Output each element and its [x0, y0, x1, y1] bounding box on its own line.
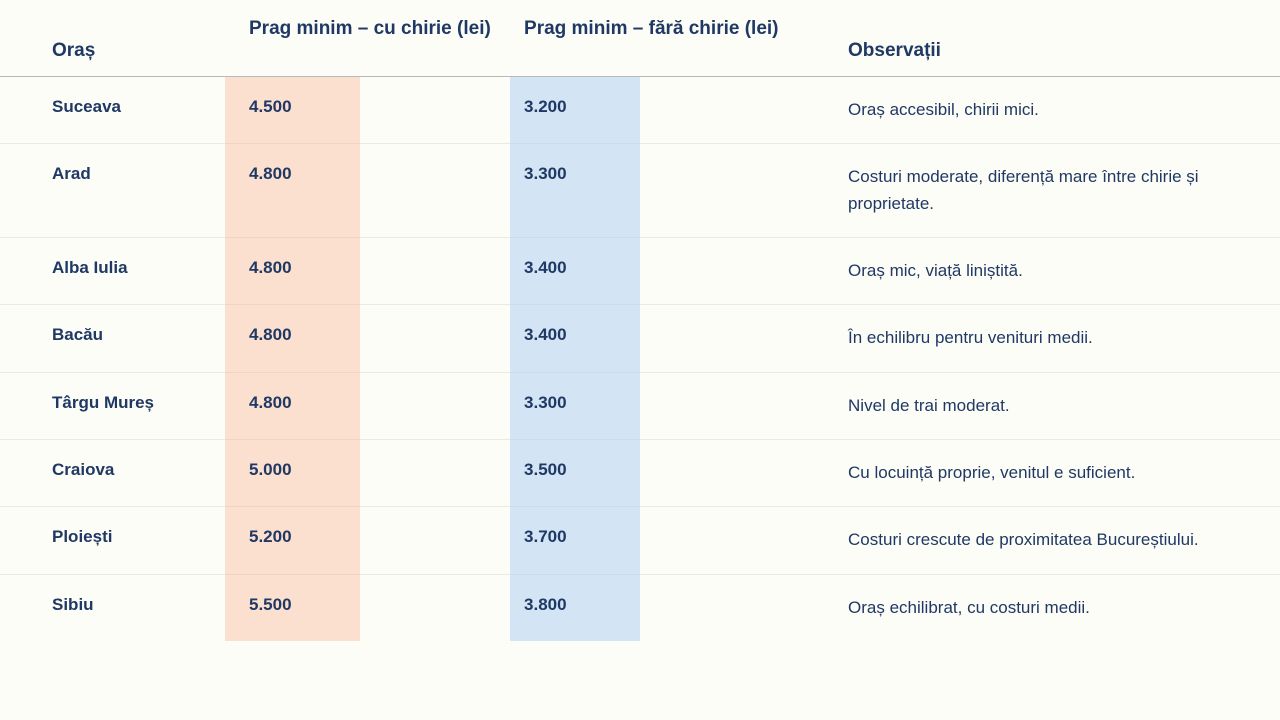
cell-city: Alba Iulia: [0, 238, 225, 305]
cell-spacer: [360, 372, 510, 439]
cell-rent: 4.800: [225, 238, 360, 305]
cell-rent: 4.800: [225, 372, 360, 439]
cell-notes: Oraș echilibrat, cu costuri medii.: [848, 574, 1280, 641]
cell-spacer: [360, 77, 510, 144]
cell-notes: Costuri crescute de proximitatea Bucureștiului.: [848, 507, 1280, 574]
cell-no-rent: 3.400: [510, 238, 640, 305]
cell-rent: 4.800: [225, 305, 360, 372]
table-row: [0, 238, 1280, 305]
table-row: [0, 372, 1280, 439]
cell-rent: 5.200: [225, 507, 360, 574]
table-row: [0, 144, 1280, 238]
table-header: [0, 0, 1280, 77]
cell-rent: 5.500: [225, 574, 360, 641]
cell-spacer: [640, 574, 848, 641]
cell-city: Ploiești: [0, 507, 225, 574]
table-row: [0, 507, 1280, 574]
table-body: [0, 77, 1280, 642]
cell-no-rent: 3.400: [510, 305, 640, 372]
cell-spacer: [640, 238, 848, 305]
column-header-city: Oraș: [0, 0, 225, 77]
cell-rent: 5.000: [225, 440, 360, 507]
cell-rent: 4.800: [225, 144, 360, 238]
cell-spacer: [640, 144, 848, 238]
cell-spacer: [360, 144, 510, 238]
cell-city: Târgu Mureș: [0, 372, 225, 439]
header-row: [0, 0, 1280, 77]
cell-notes: Oraș accesibil, chirii mici.: [848, 77, 1280, 144]
cell-notes: Costuri moderate, diferență mare între chirie și proprietate.: [848, 144, 1280, 238]
cell-spacer: [360, 507, 510, 574]
cell-notes: În echilibru pentru venituri medii.: [848, 305, 1280, 372]
cell-no-rent: 3.700: [510, 507, 640, 574]
cell-no-rent: 3.800: [510, 574, 640, 641]
table-row: [0, 574, 1280, 641]
cell-city: Craiova: [0, 440, 225, 507]
table-row: [0, 305, 1280, 372]
cell-city: Bacău: [0, 305, 225, 372]
cell-spacer: [360, 238, 510, 305]
cell-city: Arad: [0, 144, 225, 238]
table-row: [0, 440, 1280, 507]
cell-no-rent: 3.300: [510, 144, 640, 238]
table-row: [0, 77, 1280, 144]
column-header-no-rent: Prag minim – fără chirie (lei): [510, 0, 848, 77]
cell-spacer: [640, 507, 848, 574]
cell-spacer: [360, 305, 510, 372]
column-header-notes: Observații: [848, 0, 1280, 77]
cell-no-rent: 3.500: [510, 440, 640, 507]
cell-spacer: [360, 574, 510, 641]
cell-no-rent: 3.200: [510, 77, 640, 144]
column-header-rent: Prag minim – cu chirie (lei): [225, 0, 510, 77]
cell-city: Suceava: [0, 77, 225, 144]
cell-no-rent: 3.300: [510, 372, 640, 439]
cell-spacer: [640, 440, 848, 507]
cell-spacer: [640, 372, 848, 439]
cell-spacer: [640, 305, 848, 372]
cell-notes: Oraș mic, viață liniștită.: [848, 238, 1280, 305]
cell-spacer: [360, 440, 510, 507]
cell-spacer: [640, 77, 848, 144]
cell-rent: 4.500: [225, 77, 360, 144]
cell-city: Sibiu: [0, 574, 225, 641]
cell-notes: Nivel de trai moderat.: [848, 372, 1280, 439]
cell-notes: Cu locuință proprie, venitul e suficient.: [848, 440, 1280, 507]
